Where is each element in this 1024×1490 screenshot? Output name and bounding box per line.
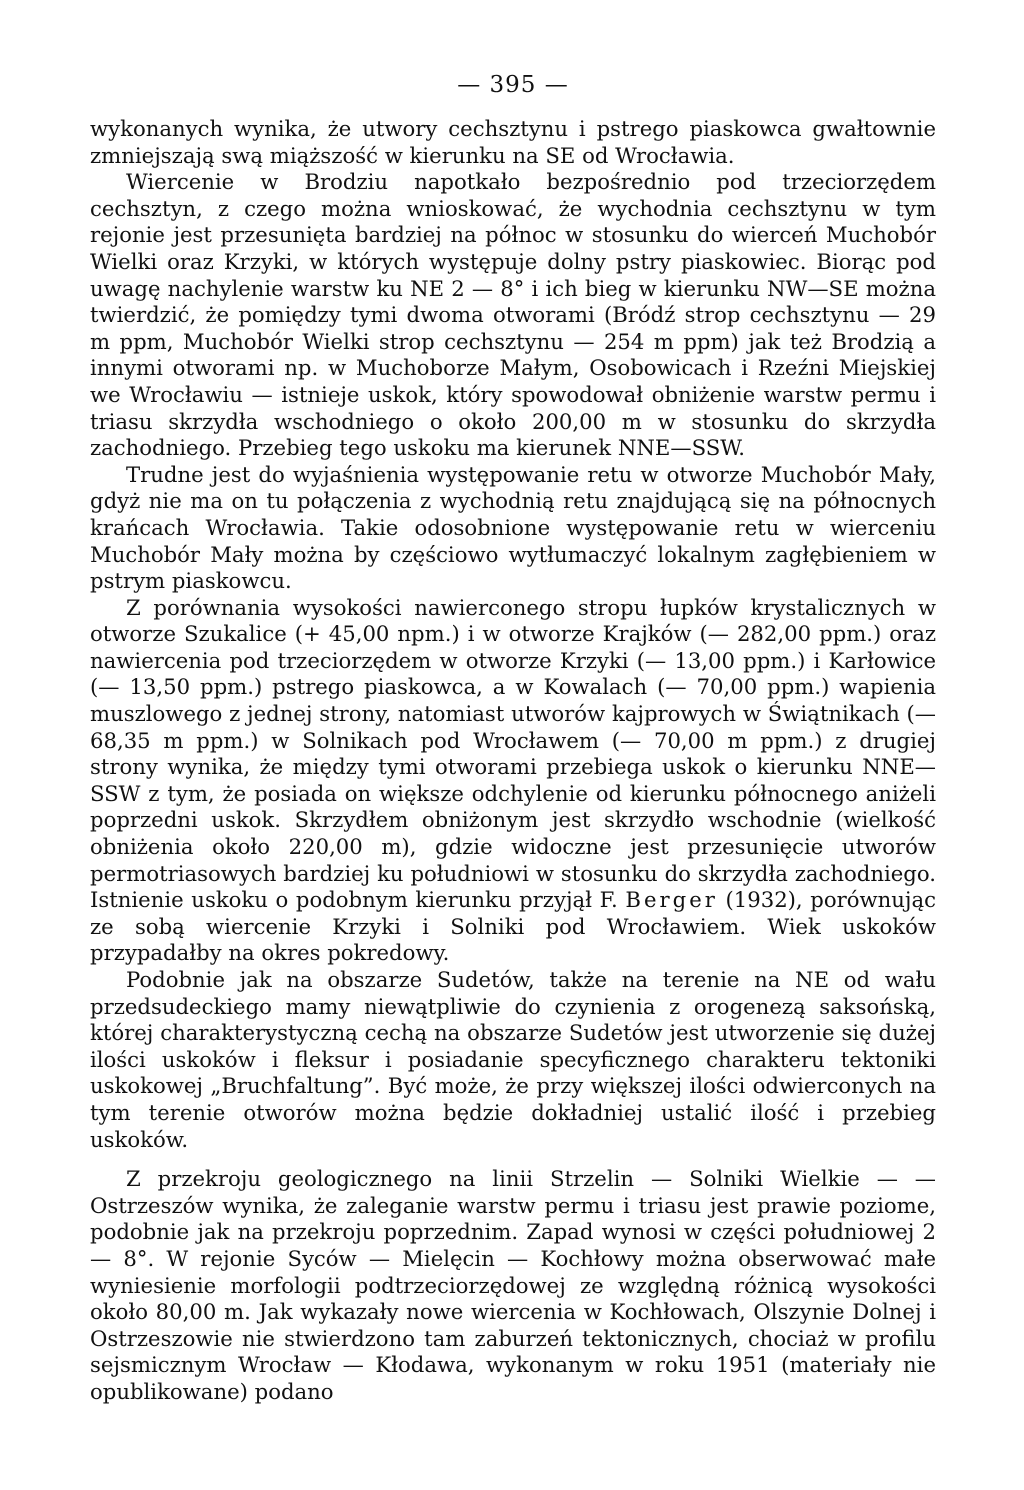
paragraph-3: Trudne jest do wyjaśnienia występowanie retu w otworze Muchobór Mały, gdyż nie ma on tu połączenia z wychodnią retu znajdującą się na północnych krańcach Wrocławia. Takie odosobnione występowanie retu w wierceniu Muchobór Mały można by częściowo wytłumaczyć lokalnym zagłębieniem w pstrym piaskowcu.: [90, 461, 936, 594]
document-page: [90, 70, 936, 1406]
author-name-spaced: Berger: [625, 887, 718, 913]
paragraph-4-text-before: Z porównania wysokości nawierconego stropu łupków krystalicznych w otworze Szukalice (+ 45,00 npm.) i w otworze Krajków (— 282,00 ppm.) oraz nawiercenia pod trzeciorzędem w otworze Krzyki (— 13,00 ppm.) i Karłowice (— 13,50 ppm.) pstrego piaskowca, a w Kowalach (— 70,00 ppm.) wapienia muszlowego z jednej strony, natomiast utworów kajprowych w Świątnikach (— 68,35 m ppm.) w Solnikach pod Wrocławem (— 70,00 m ppm.) z drugiej strony wynika, że między tymi otworami przebiega uskok o kierunku NNE—SSW z tym, że posiada on większe odchylenie od kierunku północnego aniżeli poprzedni uskok. Skrzydłem obniżonym jest skrzydło wschodnie (wielkość obniżenia około 220,00 m), gdzie widoczne jest przesunięcie utworów permotriasowych bardziej ku południowi w stosunku do skrzydła zachodniego. Istnienie uskoku o podobnym kierunku przyjął F.: [90, 594, 936, 913]
paragraph-5: Podobnie jak na obszarze Sudetów, także na terenie na NE od wału przedsudeckiego mamy niewątpliwie do czynienia z orogenezą saksońską, której charakterystyczną cechą na obszarze Sudetów jest utworzenie się dużej ilości uskoków i fleksur i posiadanie specyficznego charakteru tektoniki uskokowej „Bruchfaltung”. Być może, że przy większej ilości odwierconych na tym terenie otworów można będzie dokładniej ustalić ilość i przebieg uskoków.: [90, 967, 936, 1152]
paragraph-2: Wiercenie w Brodziu napotkało bezpośrednio pod trzeciorzędem cechsztyn, z czego można wnioskować, że wychodnia cechsztynu w tym rejonie jest przesunięta bardziej na północ w stosunku do wierceń Muchobór Wielki oraz Krzyki, w których występuje dolny pstry piaskowiec. Biorąc pod uwagę nachylenie warstw ku NE 2 — 8° i ich bieg w kierunku NW—SE można twierdzić, że pomiędzy tymi dwoma otworami (Bródź strop cechsztynu — 29 m ppm, Muchobór Wielki strop cechsztynu — 254 m ppm) jak też Brodzią a innymi otworami np. w Muchoborze Małym, Osobowicach i Rzeźni Miejskiej we Wrocławiu — istnieje uskok, który spowodował obniżenie warstw permu i triasu skrzydła wschodniego o około 200,00 m w stosunku do skrzydła zachodniego. Przebieg tego uskoku ma kierunek NNE—SSW.: [90, 169, 936, 461]
paragraph-1: wykonanych wynika, że utwory cechsztynu i pstrego piaskowca gwałtownie zmniejszają swą miąższość w kierunku na SE od Wrocławia.: [90, 116, 936, 168]
paragraph-6: Z przekroju geologicznego na linii Strzelin — Solniki Wielkie — — Ostrzeszów wynika, że zaleganie warstw permu i triasu jest prawie poziome, podobnie jak na przekroju poprzednim. Zapad wynosi w części południowej 2 — 8°. W rejonie Syców — Mielęcin — Kochłowy można obserwować małe wyniesienie morfologii podtrzeciorzędowej ze względną różnicą wysokości około 80,00 m. Jak wykazały nowe wiercenia w Kochłowach, Olszynie Dolnej i Ostrzeszowie nie stwierdzono tam zaburzeń tektonicznych, chociaż w profilu sejsmicznym Wrocław — Kłodawa, wykonanym w roku 1951 (materiały nie opublikowane) podano: [90, 1166, 936, 1404]
page-number: — 395 —: [457, 72, 569, 98]
paragraph-4: [90, 595, 936, 967]
paragraph-4-text-after: (1932), porównując ze sobą wiercenie Krzyki i Solniki pod Wrocławiem. Wiek uskoków przypadałby na okres pokredowy.: [90, 887, 936, 966]
